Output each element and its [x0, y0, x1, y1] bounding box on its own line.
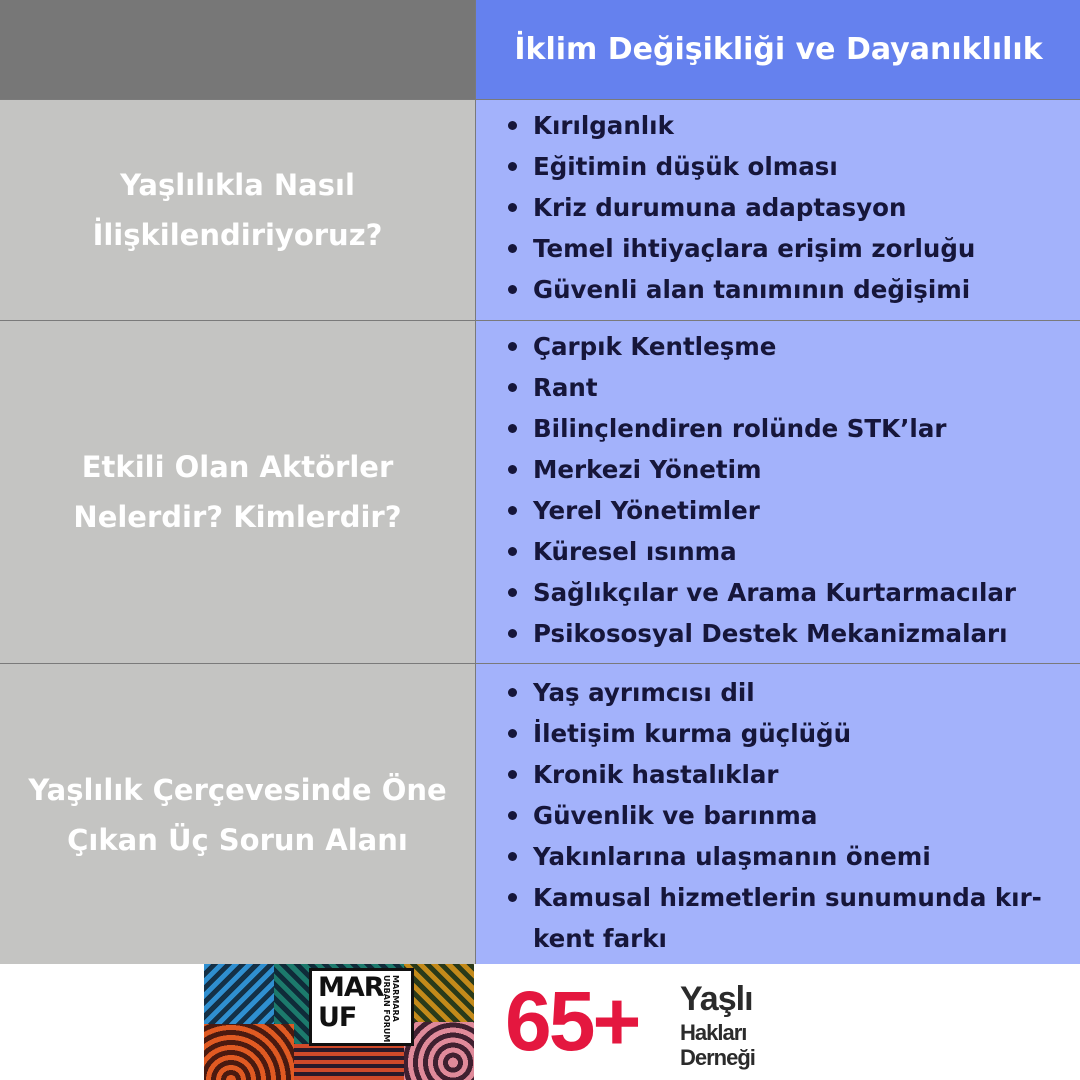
list-item: Kamusal hizmetlerin sunumunda kır-	[506, 877, 1071, 918]
list-item: Eğitimin düşük olması	[506, 146, 1071, 187]
list-item: Sağlıkçılar ve Arama Kurtarmacılar	[506, 572, 1071, 613]
list-item: Rant	[506, 367, 1071, 408]
maruf-wordmark-box	[309, 968, 414, 1046]
pattern-block	[404, 1022, 474, 1080]
logo-65-number: 65+	[505, 974, 639, 1068]
list-item: Yaş ayrımcısı dil	[506, 672, 1071, 713]
list-item: Kırılganlık	[506, 105, 1071, 146]
question-3-line-1: Yaşlılık Çerçevesinde Öne	[28, 773, 447, 807]
list-item: Psikososyal Destek Mekanizmaları	[506, 613, 1071, 654]
question-1-line-1: Yaşlılıkla Nasıl	[120, 168, 355, 202]
logo-line-2: Hakları	[680, 1020, 747, 1045]
question-3-line-2: Çıkan Üç Sorun Alanı	[67, 823, 408, 857]
list-item: Temel ihtiyaçlara erişim zorluğu	[506, 228, 1071, 269]
list-item: Çarpık Kentleşme	[506, 326, 1071, 367]
logo-line-3: Derneği	[680, 1045, 755, 1070]
list-item: Kriz durumuna adaptasyon	[506, 187, 1071, 228]
pattern-block	[404, 964, 474, 1022]
pattern-block	[294, 1044, 404, 1080]
maruf-wordmark	[318, 973, 384, 1033]
list-item: Merkezi Yönetim	[506, 449, 1071, 490]
question-2	[0, 321, 475, 663]
header-title: İklim Değişikliği ve Dayanıklılık	[476, 0, 1080, 99]
footer	[0, 964, 1080, 1080]
list-item: İletişim kurma güçlüğü	[506, 713, 1071, 754]
logo-line-1: Yaşlı	[680, 980, 753, 1018]
question-1	[0, 100, 475, 320]
list-item: Güvenlik ve barınma	[506, 795, 1071, 836]
list-item: Yakınlarına ulaşmanın önemi	[506, 836, 1071, 877]
list-item-continuation: kent farkı	[533, 924, 667, 953]
answer-list-1	[476, 100, 1080, 320]
pattern-block	[204, 964, 274, 1024]
maruf-line-1: MAR	[318, 972, 384, 1003]
question-2-line-2: Nelerdir? Kimlerdir?	[73, 500, 402, 534]
list-item: Güvenli alan tanımının değişimi	[506, 269, 1071, 310]
maruf-line-2: UF	[318, 1002, 357, 1033]
list-item: Bilinçlendiren rolünde STK’lar	[506, 408, 1071, 449]
header-empty-cell	[0, 0, 475, 99]
question-3	[0, 664, 475, 966]
maruf-subtitle: MARMARA URBAN FORUM	[382, 975, 400, 1043]
list-item: Yerel Yönetimler	[506, 490, 1071, 531]
list-item: Küresel ısınma	[506, 531, 1071, 572]
question-2-line-1: Etkili Olan Aktörler	[81, 450, 394, 484]
question-1-line-2: İlişkilendiriyoruz?	[92, 218, 383, 252]
answer-list-2	[476, 321, 1080, 663]
pattern-block	[204, 1024, 294, 1080]
maruf-logo	[204, 964, 474, 1080]
yasli-haklari-logo	[505, 972, 795, 1077]
answer-list-3	[476, 664, 1080, 966]
list-item: Kronik hastalıklar	[506, 754, 1071, 795]
